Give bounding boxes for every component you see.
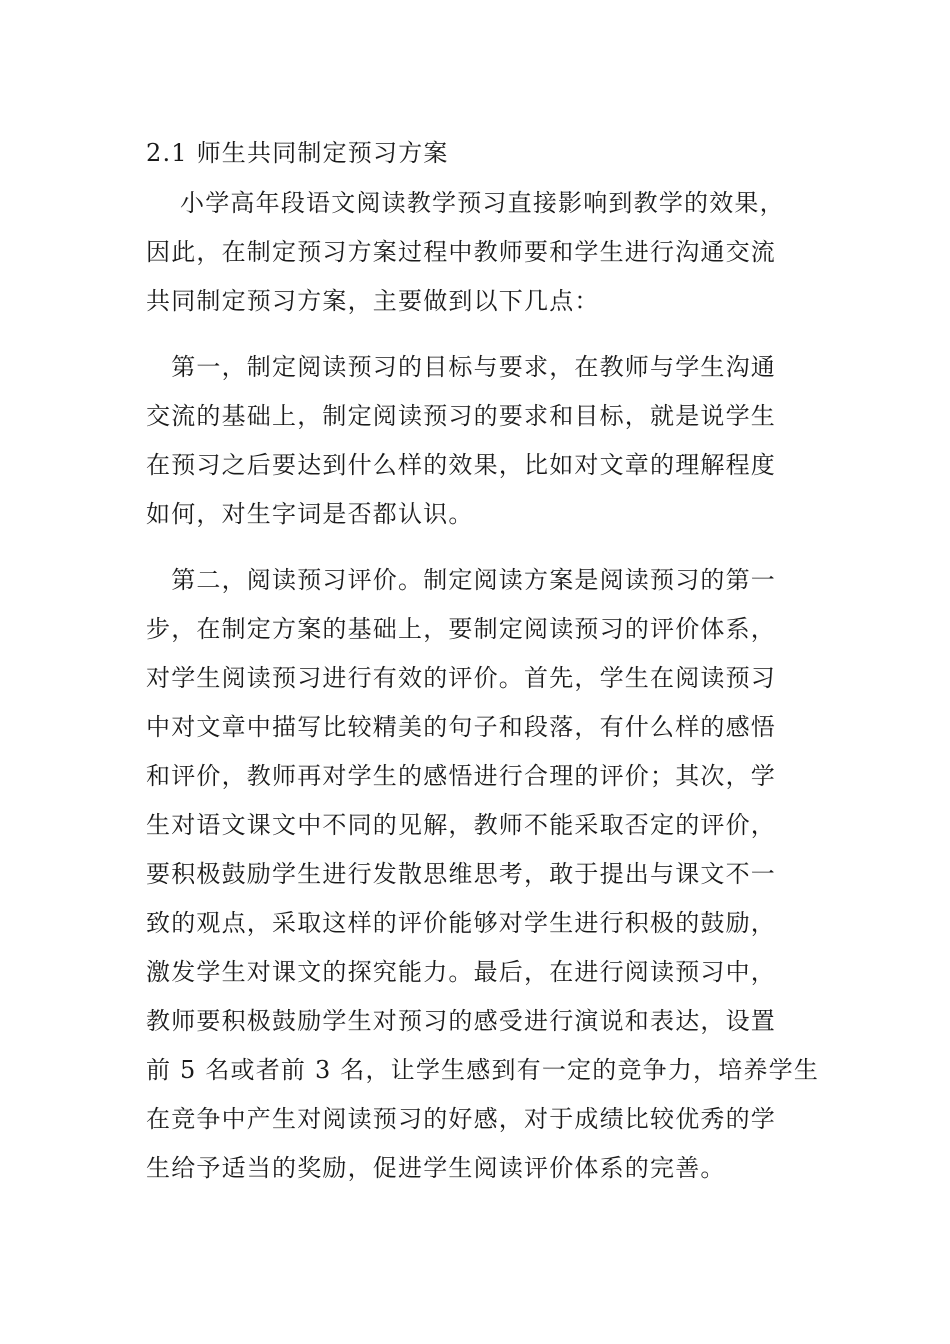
text-line: 和评价，教师再对学生的感悟进行合理的评价；其次，学 <box>146 762 776 790</box>
text-line: 共同制定预习方案，主要做到以下几点： <box>146 287 600 315</box>
text-line: 要积极鼓励学生进行发散思维思考，敢于提出与课文不一 <box>146 860 776 888</box>
text-line: 生给予适当的奖励，促进学生阅读评价体系的完善。 <box>146 1154 726 1182</box>
text-line: 对学生阅读预习进行有效的评价。首先，学生在阅读预习 <box>146 664 776 692</box>
text-line: 第二，阅读预习评价。制定阅读方案是阅读预习的第一 <box>146 566 776 594</box>
text-line: 第一，制定阅读预习的目标与要求，在教师与学生沟通 <box>146 353 776 381</box>
text-line: 小学高年段语文阅读教学预习直接影响到教学的效果， <box>146 189 785 217</box>
text-line: 因此，在制定预习方案过程中教师要和学生进行沟通交流 <box>146 238 776 266</box>
text-line: 致的观点，采取这样的评价能够对学生进行积极的鼓励， <box>146 909 776 937</box>
text-line: 交流的基础上，制定阅读预习的要求和目标，就是说学生 <box>146 402 776 430</box>
text-line: 教师要积极鼓励学生对预习的感受进行演说和表达，设置 <box>146 1007 776 1035</box>
text-line: 中对文章中描写比较精美的句子和段落，有什么样的感悟 <box>146 713 776 741</box>
text-line: 在竞争中产生对阅读预习的好感，对于成绩比较优秀的学 <box>146 1105 776 1133</box>
text-line: 步，在制定方案的基础上，要制定阅读预习的评价体系， <box>146 615 776 643</box>
text-line: 前 5 名或者前 3 名，让学生感到有一定的竞争力，培养学生 <box>146 1056 820 1084</box>
section-heading: 2.1 师生共同制定预习方案 <box>146 139 449 167</box>
text-line: 在预习之后要达到什么样的效果，比如对文章的理解程度 <box>146 451 776 479</box>
text-line: 激发学生对课文的探究能力。最后，在进行阅读预习中， <box>146 958 776 986</box>
text-line: 生对语文课文中不同的见解，教师不能采取否定的评价， <box>146 811 776 839</box>
text-line: 如何，对生字词是否都认识。 <box>146 500 474 528</box>
